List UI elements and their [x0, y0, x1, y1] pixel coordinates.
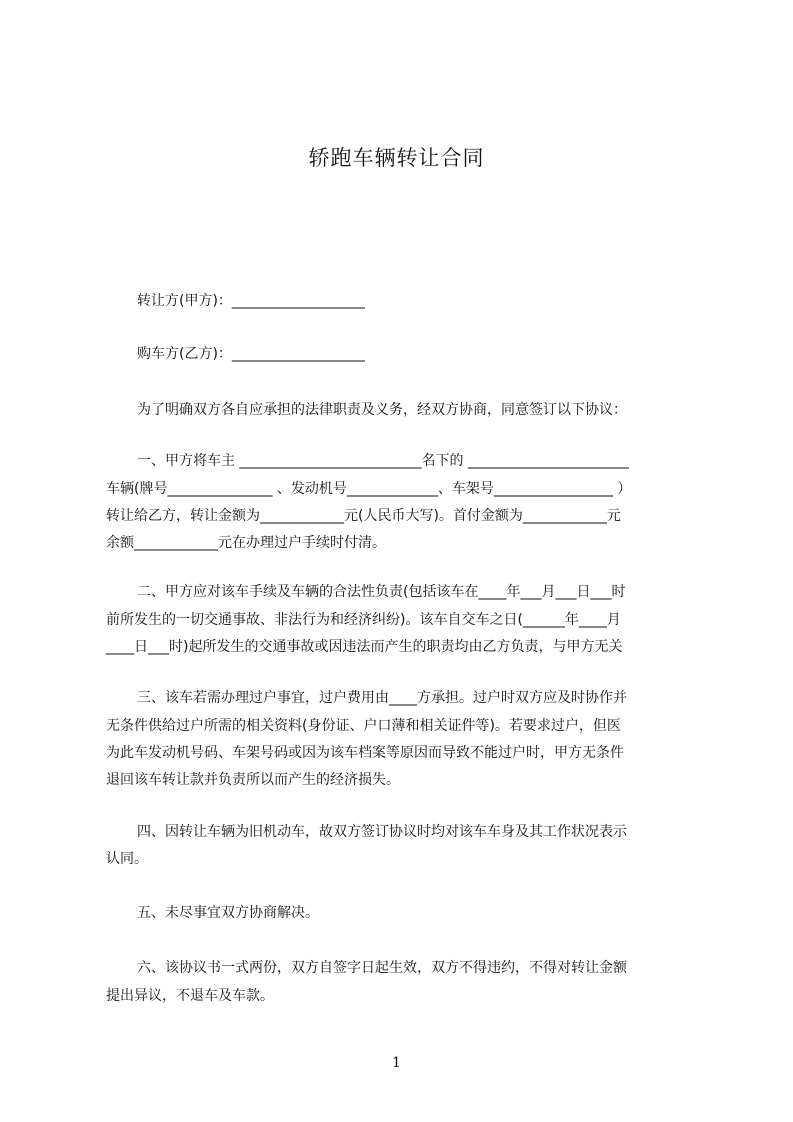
clause-6-line: 六、该协议书一式两份，双方自签字日起生效，双方不得违约，不得对转让金额 — [137, 960, 627, 976]
clause-3-line: 三、该车若需办理过户事宜，过户费用由____方承担。过户时双方应及时协作并 — [137, 690, 627, 706]
clause-2-line: 前所发生的一切交通事故、非法行为和经济纠纷)。该车自交车之日(______年____月 — [106, 612, 621, 628]
intro-paragraph: 为了明确双方各自应承担的法律职责及义务，经双方协商，同意签订以下协议： — [137, 402, 627, 418]
clause-6-line: 提出异议，不退车及车款。 — [106, 988, 274, 1004]
party-a-line: 转让方(甲方)：___________________ — [137, 293, 365, 309]
clause-2-line: ____日___时)起所发生的交通事故或因违法而产生的职责均由乙方负责，与甲方无关 — [106, 639, 623, 655]
clause-3-line: 为此车发动机号码、车架号码或因为该车档案等原因而导致不能过户时，甲方无条件 — [106, 745, 624, 761]
page-number: 1 — [392, 1055, 401, 1071]
clause-1-line: 余额____________元在办理过户手续时付清。 — [106, 535, 386, 551]
clause-5-line: 五、未尽事宜双方协商解决。 — [137, 905, 319, 921]
clause-1-line: 车辆(牌号_______________ 、发动机号_____________、车架号_________________ ） — [106, 481, 632, 497]
document-title: 轿跑车辆转让合同 — [308, 146, 485, 170]
clause-1-line: 转让给乙方，转让金额为____________元(人民币大写)。首付金额为____________元 — [106, 508, 621, 524]
clause-2-line: 二、甲方应对该车手续及车辆的合法性负责(包括该车在____年___月___日___时 — [137, 584, 626, 600]
party-b-line: 购车方(乙方)：___________________ — [137, 346, 365, 362]
clause-3-line: 退回该车转让款并负责所以而产生的经济损失。 — [106, 772, 400, 788]
clause-4-line: 认同。 — [106, 851, 148, 867]
clause-1-line: 一、甲方将车主 __________________________名下的 _______________________ — [137, 453, 629, 469]
clause-4-line: 四、因转让车辆为旧机动车，故双方签订协议时均对该车车身及其工作状况表示 — [137, 824, 627, 840]
clause-3-line: 无条件供给过户所需的相关资料(身份证、户口薄和相关证件等)。若要求过户，但医 — [106, 718, 621, 734]
